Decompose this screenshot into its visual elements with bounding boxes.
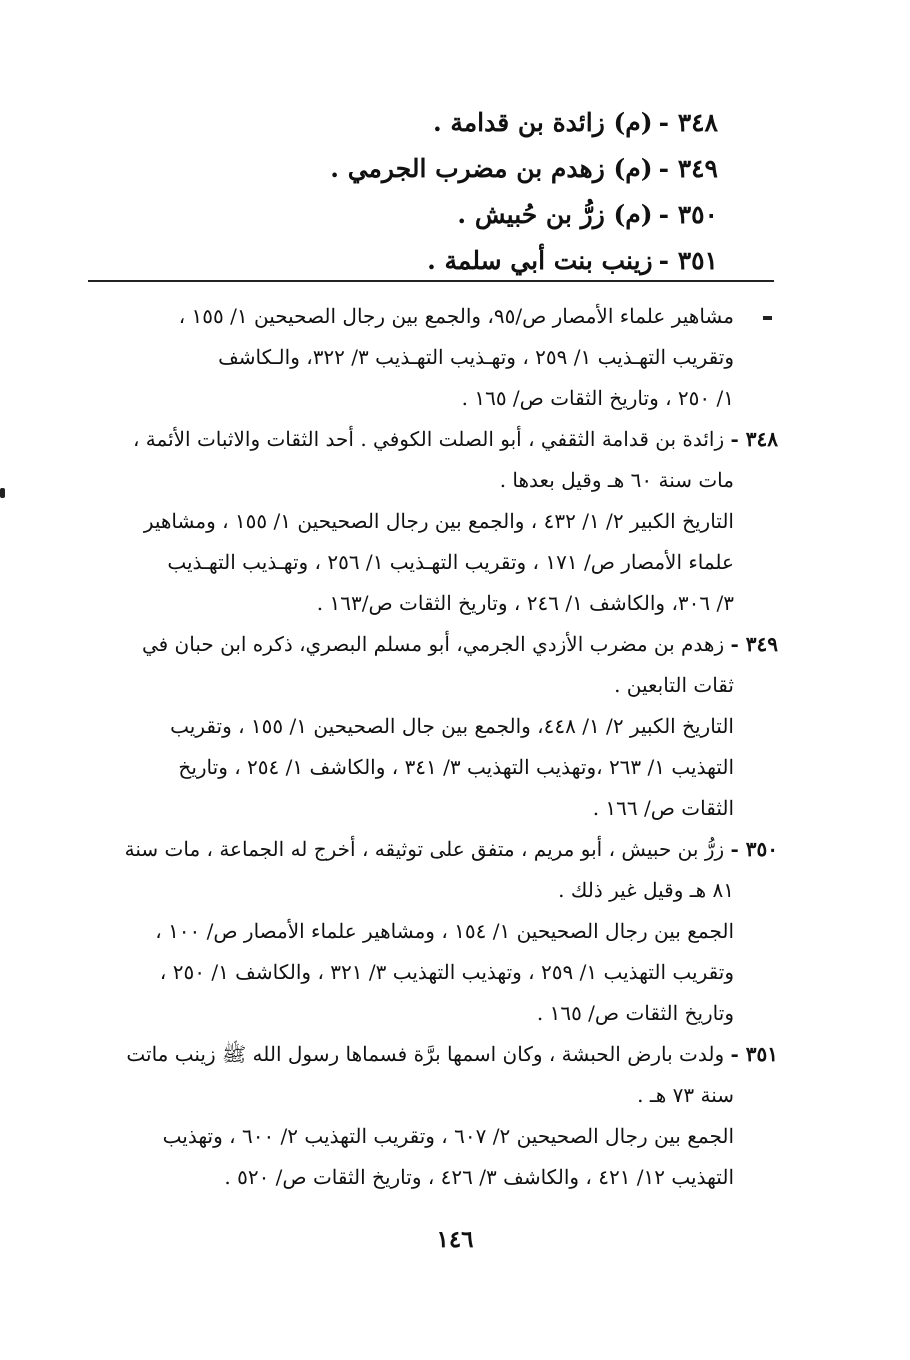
entry-351 [158, 238, 718, 284]
footnote-intro-line: ١/ ٢٥٠ ، وتاريخ الثقات ص/ ١٦٥ . [461, 386, 734, 410]
entry-348 [158, 100, 718, 146]
scan-edge-mark [0, 488, 5, 498]
footnote-text: ثقات التابعين . [614, 673, 734, 697]
entry-349 [158, 146, 718, 192]
footnote-number: ٣٤٩ - [730, 632, 778, 656]
footnote-reference: وتاريخ الثقات ص/ ١٦٥ . [536, 1001, 734, 1025]
entry-number: ٣٤٩ - [658, 154, 718, 183]
entry-number: ٣٥٠ - [658, 200, 718, 229]
footnotes [88, 296, 778, 1198]
footnote-reference: التاريخ الكبير ٢/ ١/ ٤٣٢ ، والجمع بين رجال الصحيحين ١/ ١٥٥ ، ومشاهير [143, 509, 734, 533]
entry-350 [158, 192, 718, 238]
footnote-number: ٣٥١ - [730, 1042, 778, 1066]
footnote-350 [88, 829, 778, 870]
footnote-intro-line: مشاهير علماء الأمصار ص/٩٥، والجمع بين رجال الصحيحين ١/ ١٥٥ ، [178, 304, 734, 328]
entry-list [158, 100, 718, 284]
footnote-reference: التهذيب ١٢/ ٤٢١ ، والكاشف ٣/ ٤٢٦ ، وتاريخ الثقات ص/ ٥٢٠ . [224, 1165, 734, 1189]
footnote-reference: الثقات ص/ ١٦٦ . [592, 796, 734, 820]
footnote-348 [88, 419, 778, 460]
footnote-349 [88, 624, 778, 665]
entry-text: زينب بنت أبي سلمة . [427, 246, 653, 275]
footnote-reference: الجمع بين رجال الصحيحين ١/ ١٥٤ ، ومشاهير علماء الأمصار ص/ ١٠٠ ، [155, 919, 734, 943]
footnote-text: ولدت بارض الحبشة ، وكان اسمها برَّة فسماها رسول الله ﷺ زينب ماتت [126, 1042, 725, 1066]
footnote-reference: علماء الأمصار ص/ ١٧١ ، وتقريب التهـذيب ١/ ٢٥٦ ، وتهـذيب التهـذيب [167, 550, 734, 574]
footnote-text: مات سنة ٦٠ هـ وقيل بعدها . [499, 468, 734, 492]
entry-text: (م) زهدم بن مضرب الجرمي . [330, 154, 653, 183]
footnote-reference: ٣/ ٣٠٦، والكاشف ١/ ٢٤٦ ، وتاريخ الثقات ص/١٦٣ . [316, 591, 734, 615]
footnote-text: زرُّ بن حبيش ، أبو مريم ، متفق على توثيقه ، أخرج له الجماعة ، مات سنة [124, 837, 725, 861]
footnote-text: ٨١ هـ وقيل غير ذلك . [558, 878, 734, 902]
entry-number: ٣٤٨ - [658, 108, 718, 137]
footnote-reference: التهذيب ١/ ٢٦٣ ،وتهذيب التهذيب ٣/ ٣٤١ ، والكاشف ١/ ٢٥٤ ، وتاريخ [178, 755, 734, 779]
footnote-number: ٣٥٠ - [730, 837, 778, 861]
footnote-separator [88, 280, 774, 282]
footnote-intro-line: وتقريب التهـذيب ١/ ٢٥٩ ، وتهـذيب التهـذيب ٣/ ٣٢٢، والـكاشف [218, 345, 734, 369]
page-number: ١٤٦ [436, 1226, 474, 1253]
footnote-reference: الجمع بين رجال الصحيحين ٢/ ٦٠٧ ، وتقريب التهذيب ٢/ ٦٠٠ ، وتهذيب [162, 1124, 734, 1148]
entry-number: ٣٥١ - [658, 246, 718, 275]
footnote-text: زهدم بن مضرب الأزدي الجرمي، أبو مسلم البصري، ذكره ابن حبان في [141, 632, 725, 656]
entry-text: (م) زرُّ بن حُبيش . [457, 200, 653, 229]
footnote-351 [88, 1034, 778, 1075]
entry-text: (م) زائدة بن قدامة . [432, 108, 653, 137]
footnote-reference: التاريخ الكبير ٢/ ١/ ٤٤٨، والجمع بين جال الصحيحين ١/ ١٥٥ ، وتقريب [170, 714, 734, 738]
footnote-text: زائدة بن قدامة الثقفي ، أبو الصلت الكوفي . أحد الثقات والاثبات الأئمة ، [132, 427, 725, 451]
footnote-reference: وتقريب التهذيب ١/ ٢٥٩ ، وتهذيب التهذيب ٣/ ٣٢١ ، والكاشف ١/ ٢٥٠ ، [159, 960, 734, 984]
footnote-number: ٣٤٨ - [730, 427, 778, 451]
footnote-text: سنة ٧٣ هـ . [637, 1083, 734, 1107]
